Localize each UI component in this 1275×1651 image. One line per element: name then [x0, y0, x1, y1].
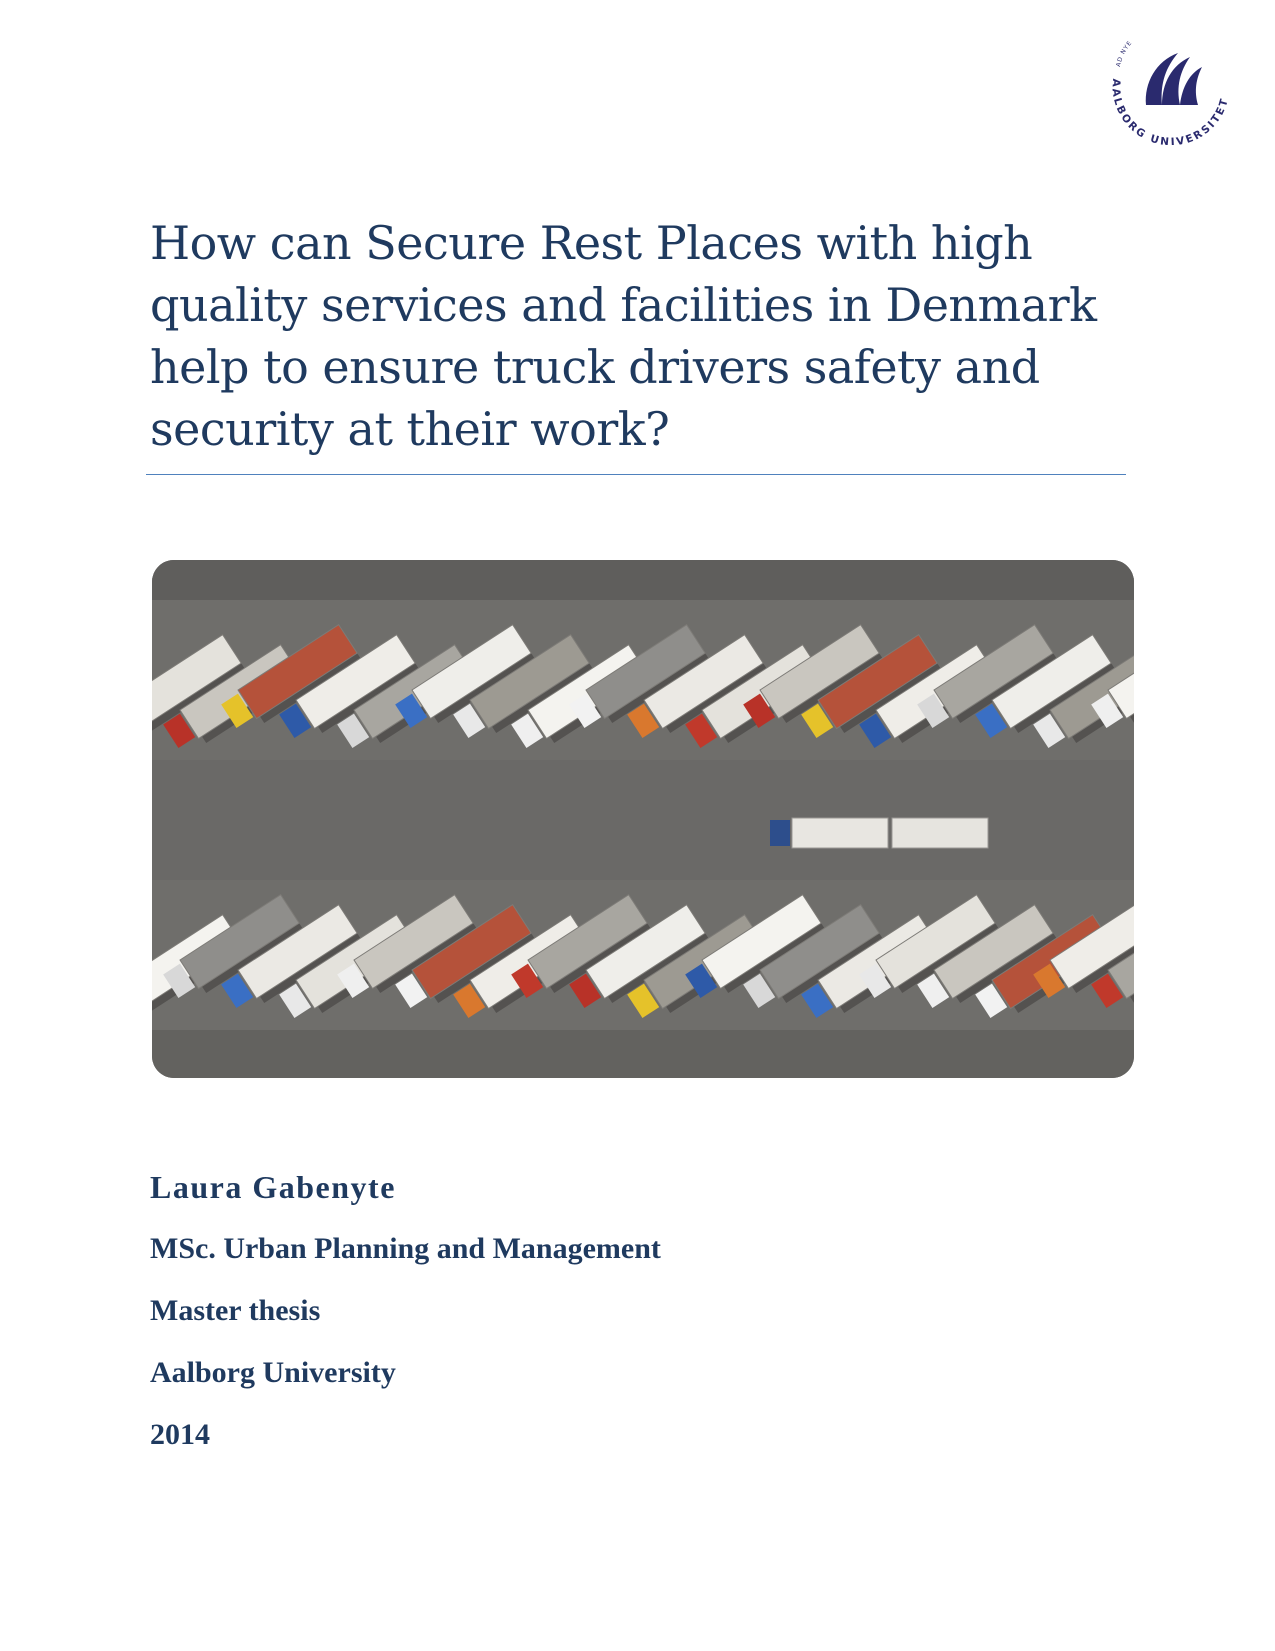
thesis-metadata: [150, 1168, 1050, 1478]
svg-text:AALBORG UNIVERSITET: AALBORG UNIVERSITET: [1109, 78, 1232, 145]
document-type: Master thesis: [150, 1294, 321, 1327]
svg-text:AD NYE VEJE: AD NYE: [1115, 39, 1134, 68]
university-name: Aalborg University: [150, 1356, 396, 1389]
author-name: Laura Gabenyte: [150, 1169, 396, 1205]
thesis-title: How can Secure Rest Places with high quality services and facilities in Denmark help to ensure truck drivers safety and security at their work?: [150, 216, 1097, 456]
title-divider: [146, 474, 1126, 475]
aerial-truck-parking-photo: [152, 560, 1134, 1078]
university-logo: [1100, 25, 1240, 145]
cover-photo: [152, 560, 1134, 1078]
publication-year: 2014: [150, 1418, 210, 1451]
programme-name: MSc. Urban Planning and Management: [150, 1232, 661, 1265]
aalborg-university-seal-icon: [1100, 25, 1240, 145]
